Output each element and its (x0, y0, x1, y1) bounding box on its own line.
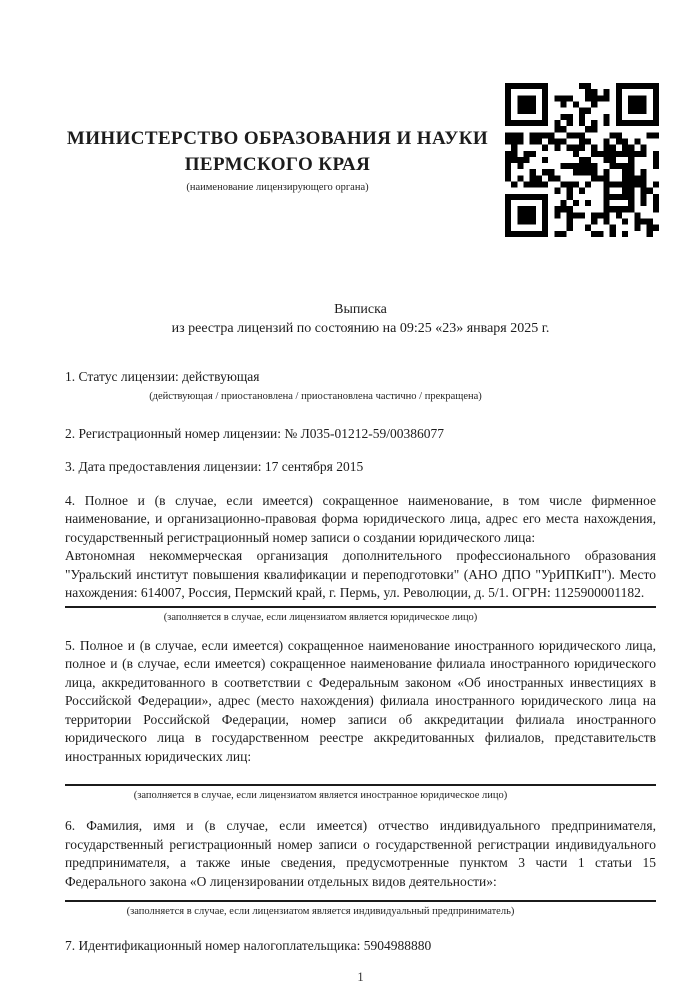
taxpayer-number-text: 7. Идентификационный номер налогоплательщика: 5904988880 (65, 938, 432, 953)
ministry-caption: (наименование лицензирующего органа) (186, 182, 369, 193)
registration-number-text: 2. Регистрационный номер лицензии: № Л035-01212-59/00386077 (65, 425, 445, 441)
ministry-name-line2: ПЕРМСКОГО КРАЯ (184, 154, 371, 175)
foreign-entity-label: 5. Полное и (в случае, если имеется) сокращенное наименование иностранного юридического лица, полное и (в случае, если имеется) сокращенное наименование филиала иностранного юридического лица, аккредитованного в соответствии с Федеральным законом «Об иностранных инвестициях в Российской Федерации», адрес (место нахождения) филиала иностранного юридического лица на территории Российской Федерации, номер записи об аккредитации филиала иностранного юридического лица в государственном реестре аккредитованных филиалов, представительств иностранных юридических лиц: (65, 637, 656, 764)
item-legal-entity (65, 492, 656, 625)
license-status-text: 1. Статус лицензии: действующая (65, 369, 260, 384)
individual-entrepreneur-label: 6. Фамилия, имя и (в случае, если имеется) отчество индивидуального предпринимателя, государственный регистрационный номер записи о государственной регистрации индивидуального предпринимателя, а также иные сведения, предусмотренные пунктом 3 части 1 статьи 15 Федерального закона «О лицензировании отдельных видов деятельности»: (65, 818, 656, 889)
item-foreign-entity (65, 637, 656, 804)
license-date-text: 3. Дата предоставления лицензии: 17 сентября 2015 (65, 459, 364, 474)
item-taxpayer-number (65, 937, 656, 956)
item-license-date (65, 458, 656, 477)
title-line1: Выписка (334, 302, 387, 317)
foreign-entity-blank-field (65, 766, 656, 786)
item-individual-entrepreneur (65, 817, 656, 919)
item-license-status (65, 368, 656, 404)
individual-entrepreneur-note: (заполняется в случае, если лицензиатом является индивидуальный предприниматель) (126, 906, 515, 917)
page-number: 1 (357, 969, 364, 984)
document-title (65, 300, 656, 338)
legal-entity-label: 4. Полное и (в случае, если имеется) сокращенное наименование, в том числе фирменное наименование, и организационно-правовая форма юридического лица, адрес его места нахождения, государственный регистрационный номер записи о создании юридического лица: (65, 492, 656, 545)
ministry-header (65, 126, 490, 195)
ministry-name-line1: МИНИСТЕРСТВО ОБРАЗОВАНИЯ И НАУКИ (66, 128, 489, 149)
qr-code (505, 83, 659, 237)
foreign-entity-note: (заполняется в случае, если лицензиатом является иностранное юридическое лицо) (133, 790, 508, 801)
license-status-note: (действующая / приостановлена / приостановлена частично / прекращена) (149, 390, 482, 402)
title-line2: из реестра лицензий по состоянию на 09:25 «23» января 2025 г. (171, 321, 550, 336)
legal-entity-value: Автономная некоммерческая организация дополнительного профессионального образования "Уральский институт повышения квалификации и переподготовки" (АНО ДПО "УрИПКиП"). Место нахождения: 614007, Россия, Пермский край, г. Пермь, ул. Революции, д. 5/1. ОГРН: 1125900001182. (65, 547, 656, 608)
individual-entrepreneur-blank-field (65, 891, 656, 902)
legal-entity-note: (заполняется в случае, если лицензиатом является юридическое лицо) (163, 611, 478, 623)
item-registration-number (65, 425, 656, 444)
